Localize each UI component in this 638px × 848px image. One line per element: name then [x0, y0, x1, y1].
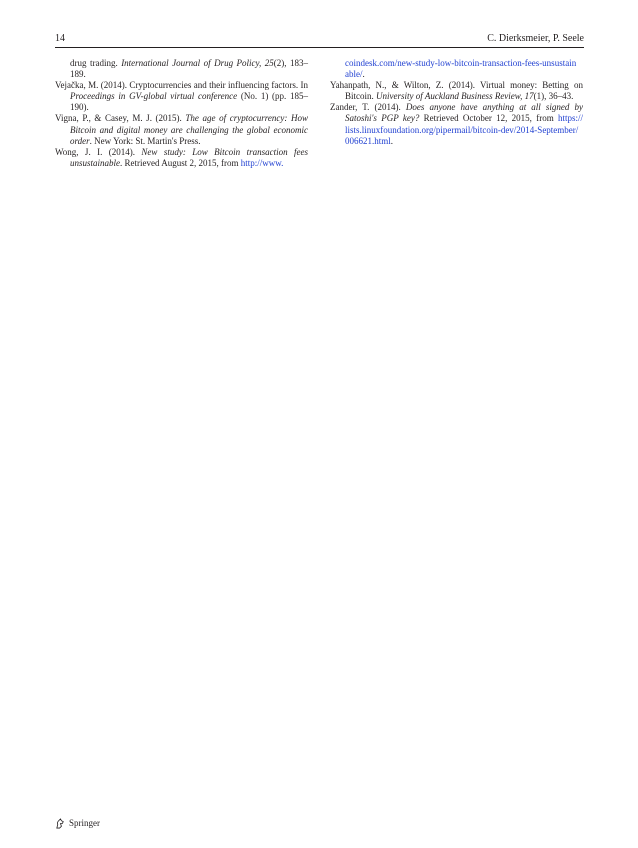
reference-entry-continued — [330, 58, 583, 80]
reference-text: drug trading. — [70, 58, 122, 68]
page-footer — [55, 816, 100, 830]
reference-text: (1), 36–43. — [533, 91, 574, 102]
journal-title: International Journal of Drug Policy, 25 — [121, 58, 274, 68]
reference-vigna — [55, 113, 308, 146]
page-header — [55, 32, 584, 46]
reference-link[interactable]: coindesk.com/new-study-low-bitcoin-transaction-fees-unsustain able/ — [345, 58, 577, 80]
reference-text: Retrieved October 12, 2015, from — [419, 113, 558, 124]
reference-text: (No. 1) (pp. 185–190). — [70, 91, 308, 113]
reference-text: . — [362, 69, 365, 80]
reference-text: . — [390, 135, 394, 146]
reference-entry-continued — [55, 58, 308, 80]
article-title: New study: Low Bitcoin transaction fees unsustainable — [70, 146, 308, 168]
reference-zander — [330, 102, 583, 146]
references-right-column — [330, 58, 583, 147]
reference-link[interactable]: http://www. — [240, 157, 284, 168]
reference-text: Zander, T. (2014). — [330, 102, 406, 113]
springer-horse-icon — [55, 818, 66, 829]
book-title: The age of cryptocurrency: How Bitcoin and digital money are challenging the global economic order — [70, 113, 309, 146]
reference-vejacka — [55, 80, 308, 113]
proceedings-title: Proceedings in GV-global virtual conference — [70, 91, 238, 102]
page-number: 14 — [55, 33, 65, 44]
reference-text: (2), 183–189. — [70, 58, 308, 80]
reference-text: Vigna, P., & Casey, M. J. (2015). — [55, 113, 186, 124]
reference-link[interactable]: https:// lists.linuxfoundation.org/pipermail/bitcoin-dev/2014-September/ 006621.html — [345, 113, 584, 146]
reference-text: Yahanpath, N., & Wilton, Z. (2014). Virtual money: Betting on Bitcoin. — [330, 80, 583, 102]
reference-text: . New York: St. Martin's Press. — [89, 135, 201, 146]
references-left-column — [55, 58, 308, 169]
header-rule — [55, 47, 584, 48]
reference-text: Vejačka, M. (2014). Cryptocurrencies and their influencing factors. In — [55, 80, 308, 91]
reference-wong — [55, 147, 308, 169]
journal-title: University of Auckland Business Review, 17 — [376, 91, 534, 102]
running-head: C. Dierksmeier, P. Seele — [487, 33, 584, 44]
publisher-name: Springer — [69, 818, 100, 828]
reference-yahanpath — [330, 80, 583, 102]
reference-text: . Retrieved August 2, 2015, from — [120, 157, 241, 168]
article-title: Does anyone have anything at all signed by Satoshi's PGP key? — [345, 102, 583, 124]
reference-text: Wong, J. I. (2014). — [55, 146, 142, 157]
